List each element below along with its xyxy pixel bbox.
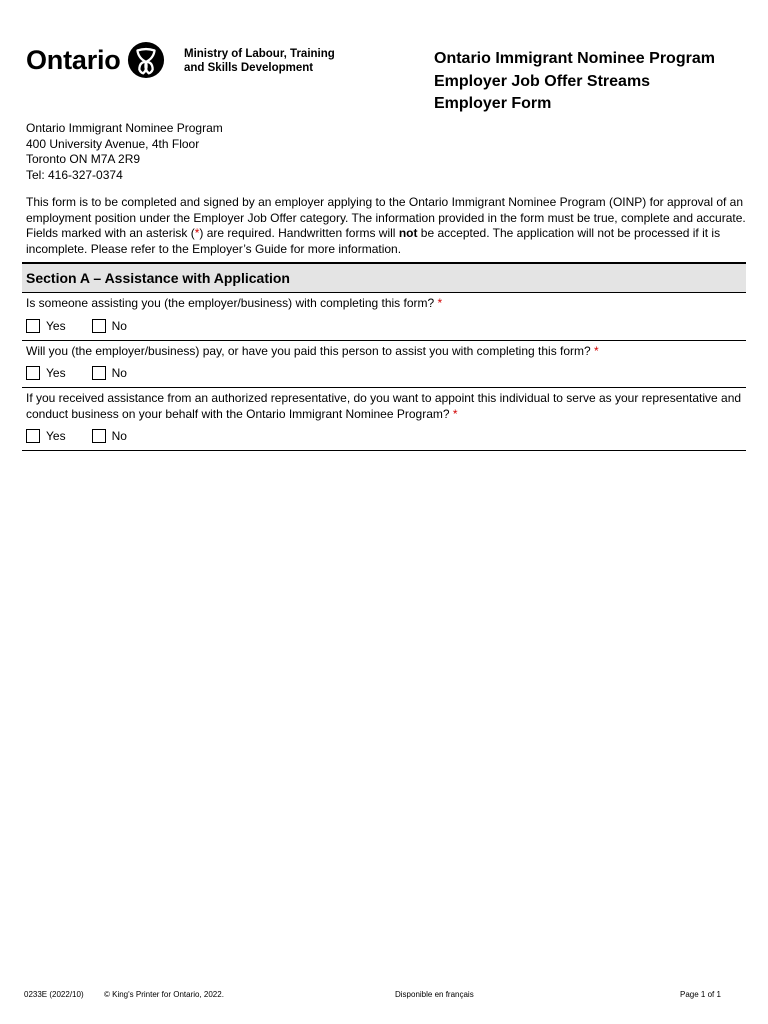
- intro-text-2: ) are required. Handwritten forms will: [199, 226, 399, 240]
- copyright-notice: © King's Printer for Ontario, 2022.: [104, 990, 224, 999]
- french-availability: Disponible en français: [395, 990, 474, 999]
- address-line-1: Ontario Immigrant Nominee Program: [26, 121, 223, 135]
- trillium-icon: [127, 41, 165, 79]
- question-3-no-checkbox[interactable]: [92, 429, 106, 443]
- address-line-3: Toronto ON M7A 2R9: [26, 152, 141, 166]
- ministry-line-1: Ministry of Labour, Training: [184, 48, 335, 60]
- question-1: [22, 293, 746, 341]
- question-2: [22, 341, 746, 389]
- form-title: [434, 48, 715, 116]
- intro-paragraph: [26, 195, 746, 257]
- question-2-no-option[interactable]: [92, 366, 127, 380]
- logo-wordmark: Ontario: [26, 44, 121, 75]
- question-3-yes-checkbox[interactable]: [26, 429, 40, 443]
- form-title-line-3: Employer Form: [434, 95, 552, 112]
- question-1-yes-label: Yes: [46, 318, 66, 333]
- intro-text-1: This form is to be completed and signed by an employer applying to the Ontario Immigrant Nominee Program (OINP) for approval of an employment position under the Employer Job Offer category. The information provided in the form must be true, complete and accurate. Fields marked with an asterisk (: [26, 195, 746, 240]
- required-asterisk: *: [437, 296, 443, 310]
- question-1-options: [26, 312, 746, 340]
- question-3-no-option[interactable]: [92, 429, 127, 443]
- question-2-no-checkbox[interactable]: [92, 366, 106, 380]
- section-a: [22, 262, 746, 451]
- required-asterisk: *: [452, 406, 458, 421]
- question-3-no-label: No: [111, 429, 127, 443]
- form-title-line-2: Employer Job Offer Streams: [434, 72, 651, 90]
- question-1-no-option[interactable]: [92, 319, 127, 333]
- ministry-line-2: and Skills Development: [184, 62, 314, 74]
- question-3: [22, 388, 746, 451]
- question-3-label: If you received assistance from an authorized representative, do you want to appoint this individual to serve as your representative and conduct business on your behalf with the Ontario Immigrant Nominee Program?: [26, 391, 742, 421]
- program-address: [26, 121, 223, 183]
- question-3-yes-option[interactable]: [26, 429, 66, 443]
- question-3-yes-label: Yes: [46, 429, 66, 443]
- question-1-yes-checkbox[interactable]: [26, 319, 40, 333]
- question-1-label: Is someone assisting you (the employer/business) with completing this form?: [26, 296, 438, 310]
- intro-bold-not: not: [398, 226, 418, 240]
- question-2-yes-option[interactable]: [26, 366, 66, 380]
- question-1-yes-option[interactable]: [26, 319, 66, 333]
- required-asterisk: *: [194, 226, 200, 240]
- form-code: 0233E (2022/10): [24, 990, 84, 999]
- question-1-text: [26, 296, 746, 312]
- question-1-no-label: No: [111, 318, 127, 333]
- form-title-line-1: Ontario Immigrant Nominee Program: [434, 50, 715, 67]
- section-a-header: Section A – Assistance with Application: [22, 262, 746, 293]
- question-2-label: Will you (the employer/business) pay, or have you paid this person to assist you with completing this form?: [26, 343, 595, 358]
- question-2-text: [26, 344, 746, 360]
- ontario-logo: [26, 40, 165, 80]
- address-line-2: 400 University Avenue, 4th Floor: [26, 136, 200, 151]
- question-1-no-checkbox[interactable]: [92, 319, 106, 333]
- question-2-yes-checkbox[interactable]: [26, 366, 40, 380]
- question-2-no-label: No: [111, 366, 127, 380]
- page-number: Page 1 of 1: [680, 990, 721, 999]
- intro-text-3: be accepted. The application will not be processed if it is incomplete. Please refer to the Employer’s Guide for more information.: [26, 226, 721, 256]
- question-3-text: [26, 391, 746, 422]
- address-phone: Tel: 416-327-0374: [26, 167, 123, 182]
- question-2-options: [26, 359, 746, 387]
- question-2-yes-label: Yes: [46, 366, 66, 380]
- question-3-options: [26, 422, 746, 450]
- required-asterisk: *: [594, 343, 599, 358]
- ministry-name: [184, 47, 335, 75]
